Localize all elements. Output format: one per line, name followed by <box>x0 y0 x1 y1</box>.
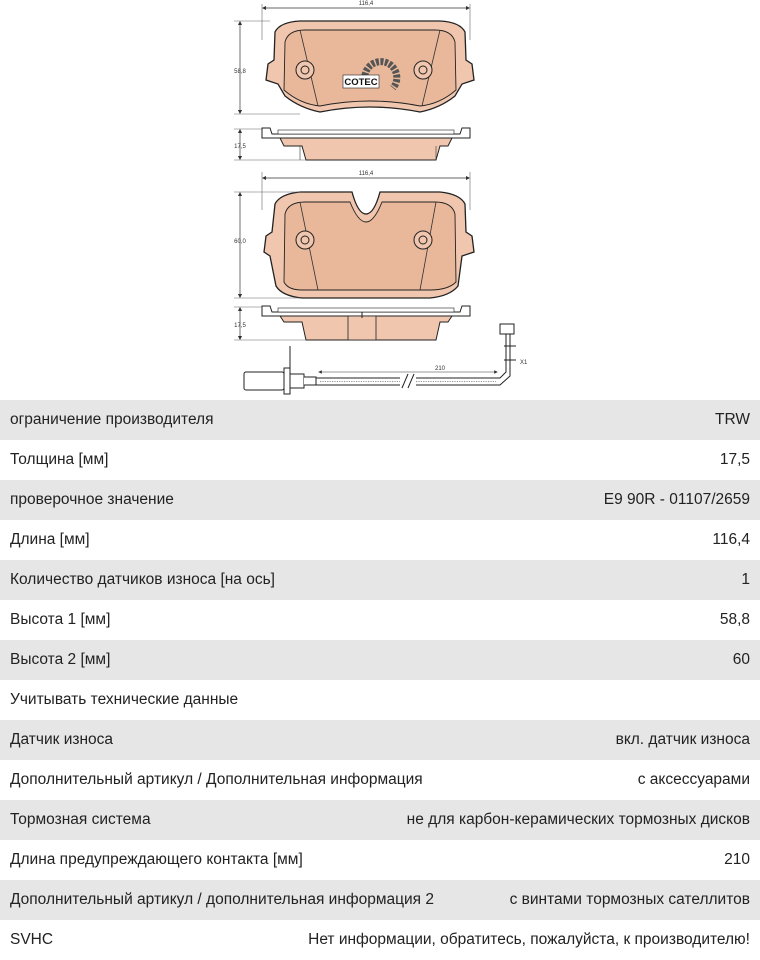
spec-label: Высота 2 [мм] <box>10 651 111 668</box>
spec-row-manufacturer-restriction <box>0 400 760 440</box>
sensor-clip <box>500 324 514 334</box>
spec-value: TRW <box>714 411 750 428</box>
top-right-rivet <box>414 61 432 79</box>
logo-text: COTEC <box>344 77 378 88</box>
spec-label: Тормозная система <box>10 811 151 828</box>
spec-row-technical-data-note <box>0 680 760 720</box>
spec-label: Длина предупреждающего контакта [мм] <box>10 851 303 868</box>
spec-label: Длина [мм] <box>10 531 90 548</box>
spec-label: ограничение производителя <box>10 411 214 428</box>
specifications-table <box>0 400 760 960</box>
sensor-plug <box>244 372 284 390</box>
top-left-rivet <box>296 61 314 79</box>
spec-row-additional-info-2 <box>0 880 760 920</box>
technical-drawing <box>0 0 760 400</box>
spec-row-brake-system <box>0 800 760 840</box>
spec-value: E9 90R - 01107/2659 <box>603 491 750 508</box>
spec-label: Дополнительный артикул / Дополнительная информация <box>10 771 423 788</box>
sensor-connector-label: X1 <box>520 360 528 366</box>
top-pad-side-view <box>262 128 470 160</box>
spec-row-test-mark <box>0 480 760 520</box>
spec-value: Нет информации, обратитесь, пожалуйста, к производителю! <box>308 931 750 948</box>
dim-sensor-length: 210 <box>434 366 446 372</box>
dim-height-bottom: 60,0 <box>234 239 246 245</box>
spec-row-additional-info <box>0 760 760 800</box>
spec-row-thickness <box>0 440 760 480</box>
dim-width-bottom: 116,4 <box>358 171 374 177</box>
bottom-pad-front-view <box>264 192 474 298</box>
spec-value: вкл. датчик износа <box>615 731 750 748</box>
top-pad-front-view <box>266 21 474 112</box>
bottom-pad-side-view <box>262 306 470 340</box>
spec-value: с винтами тормозных сателлитов <box>509 891 750 908</box>
spec-value: 58,8 <box>719 611 750 628</box>
spec-row-height-2 <box>0 640 760 680</box>
spec-label: Количество датчиков износа [на ось] <box>10 571 275 588</box>
spec-row-length <box>0 520 760 560</box>
spec-value: 1 <box>741 571 750 588</box>
spec-label: Толщина [мм] <box>10 451 109 468</box>
dim-thickness-bottom: 17,5 <box>234 323 246 329</box>
spec-row-height-1 <box>0 600 760 640</box>
dim-width-top: 116,4 <box>358 1 374 7</box>
spec-label: проверочное значение <box>10 491 174 508</box>
bottom-left-rivet <box>296 231 314 249</box>
spec-row-wear-sensor-count <box>0 560 760 600</box>
spec-row-warning-contact-length <box>0 840 760 880</box>
spec-value: 210 <box>724 851 750 868</box>
dim-height-top: 58,8 <box>234 69 246 75</box>
spec-label: Учитывать технические данные <box>10 691 239 708</box>
spec-value: 60 <box>732 651 750 668</box>
brake-pad-drawing <box>0 0 760 400</box>
spec-row-svhc <box>0 920 760 960</box>
spec-label: Высота 1 [мм] <box>10 611 111 628</box>
spec-value: 116,4 <box>712 531 750 548</box>
spec-label: Датчик износа <box>10 731 114 748</box>
bottom-right-rivet <box>414 231 432 249</box>
spec-label: Дополнительный артикул / дополнительная информация 2 <box>10 891 435 908</box>
spec-value: 17,5 <box>719 451 750 468</box>
spec-label: SVHC <box>10 931 54 948</box>
spec-row-wear-sensor <box>0 720 760 760</box>
spec-value: с аксессуарами <box>637 771 750 788</box>
spec-value: не для карбон-керамических тормозных дисков <box>406 811 750 828</box>
dim-thickness-top: 17,5 <box>234 144 246 150</box>
